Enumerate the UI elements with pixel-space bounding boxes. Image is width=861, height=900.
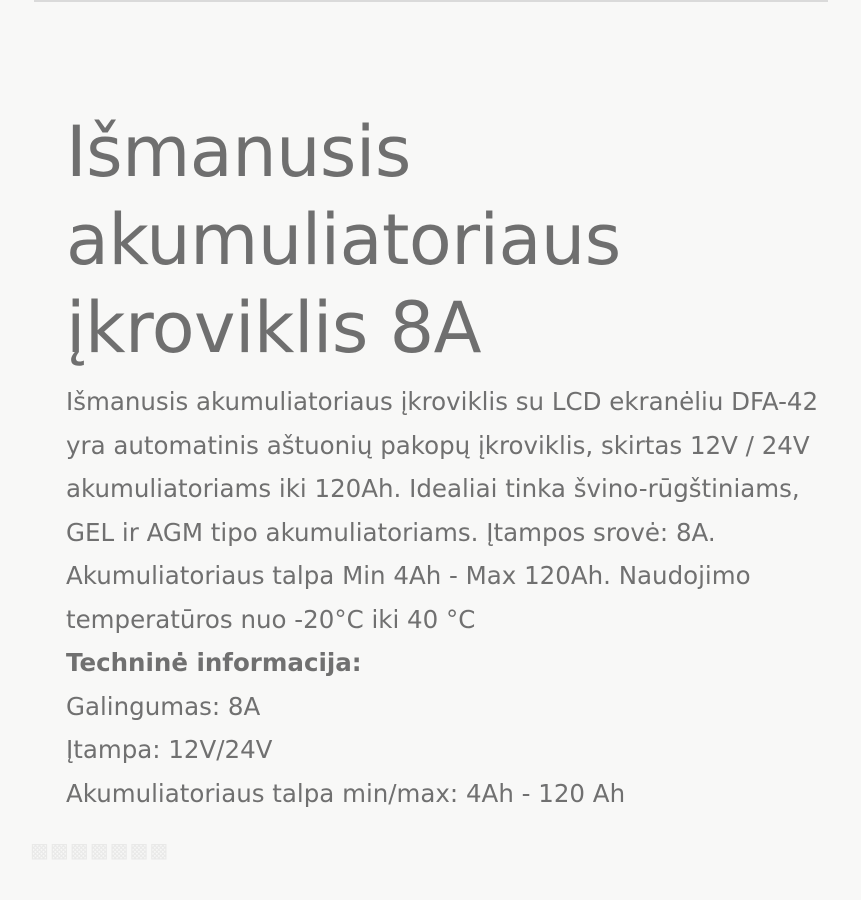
product-title-line: Išmanusis — [66, 111, 411, 193]
spec-item-voltage: Įtampa: 12V/24V — [66, 735, 273, 764]
product-title-line: įkroviklis 8A — [66, 287, 482, 369]
product-content — [66, 108, 826, 815]
spec-item-capacity: Akumuliatoriaus talpa min/max: 4Ah - 120 Ah — [66, 778, 626, 808]
watermark-logo: ▩▩▩▩▩▩▩ — [30, 838, 170, 862]
top-divider — [34, 0, 828, 2]
product-title-line: akumuliatoriaus — [66, 199, 621, 281]
spec-heading: Techninė informacija: — [66, 648, 362, 677]
product-description: Išmanusis akumuliatoriaus įkroviklis su LCD ekranėliu DFA-42 yra automatinis aštuonių pakopų įkroviklis, skirtas 12V / 24V akumuliatoriams iki 120Ah. Idealiai tinka švino-rūgštiniams, GEL ir AGM tipo akumuliatoriams. Įtampos srovė: 8A. Akumuliatoriaus talpa Min 4Ah - Max 120Ah. Naudojimo temperatūros nuo -20°C iki 40 °C — [66, 387, 819, 634]
spec-item-power: Galingumas: 8A — [66, 691, 261, 721]
product-title — [66, 108, 826, 372]
